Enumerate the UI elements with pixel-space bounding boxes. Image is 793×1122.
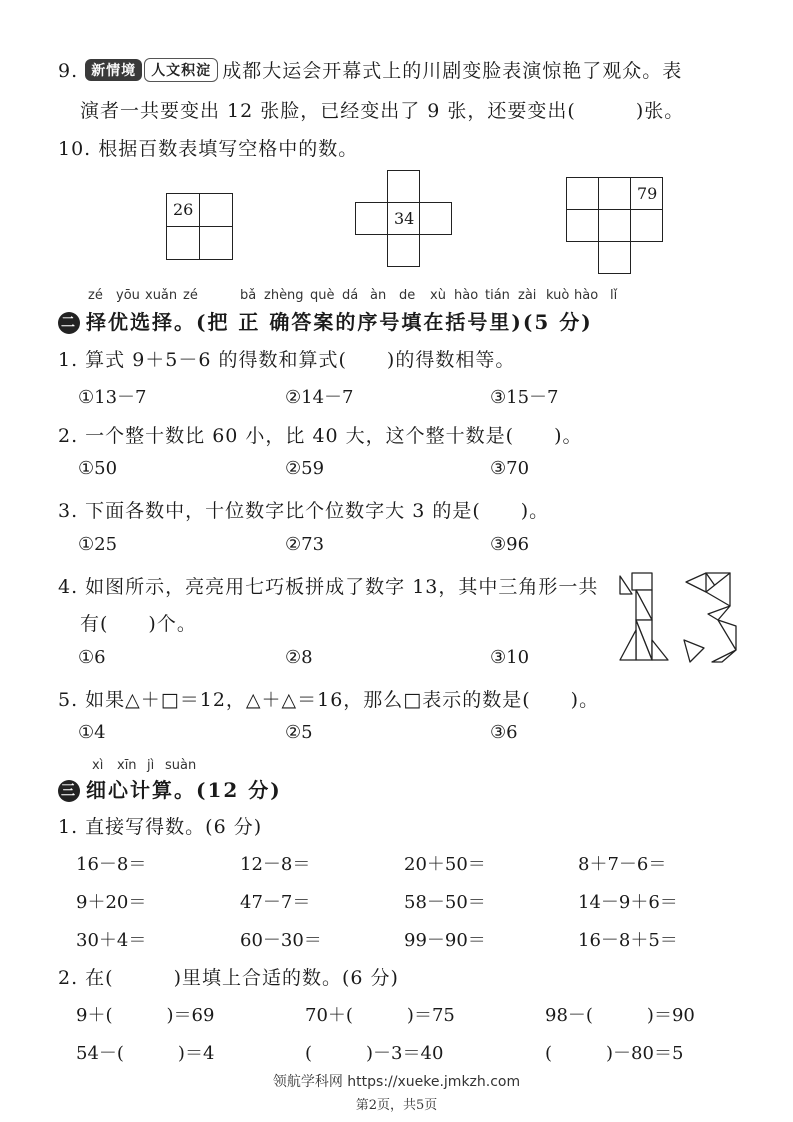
- pinyin: xīn: [117, 758, 137, 773]
- section2-title: 择优选择。(把 正 确答案的序号填在括号里)(5 分): [86, 310, 593, 334]
- grid1-cell[interactable]: [166, 226, 200, 260]
- pinyin: yōu: [116, 288, 140, 303]
- calc-item[interactable]: 8＋7－6＝: [578, 854, 667, 875]
- fill-blank-item[interactable]: ( )－3＝40: [305, 1043, 444, 1064]
- grid3-cell[interactable]: [630, 209, 663, 242]
- s2-q2-option-b[interactable]: ②59: [285, 458, 325, 479]
- tangram-piece: [684, 640, 704, 662]
- s2-q3-option-b[interactable]: ②73: [285, 534, 325, 555]
- section2-heading: [58, 306, 593, 335]
- s3-part1-title: 1. 直接写得数。(6 分): [58, 816, 263, 838]
- pinyin: zài: [518, 288, 537, 303]
- s2-q2-option-a[interactable]: ①50: [78, 458, 118, 479]
- badge-new-context: 新情境: [85, 59, 142, 81]
- grid1-cell[interactable]: [199, 193, 233, 227]
- calc-item[interactable]: 20＋50＝: [404, 854, 486, 875]
- tangram-piece: [708, 606, 730, 620]
- calc-item[interactable]: 12－8＝: [240, 854, 311, 875]
- pinyin: què: [310, 288, 335, 303]
- pinyin: tián: [485, 288, 510, 303]
- s2-q3-option-c[interactable]: ③96: [490, 534, 530, 555]
- tangram-13-figure: [612, 570, 742, 666]
- pinyin: de: [399, 288, 416, 303]
- s3-part2-title: 2. 在( )里填上合适的数。(6 分): [58, 967, 399, 989]
- calc-item[interactable]: 14－9＋6＝: [578, 892, 678, 913]
- grid2-cell[interactable]: [355, 202, 388, 235]
- s2-q4-text: 4. 如图所示，亮亮用七巧板拼成了数字 13，其中三角形一共: [58, 576, 599, 598]
- pinyin: hào: [454, 288, 479, 303]
- grid3-cell-value: [630, 177, 663, 210]
- tangram-piece: [712, 650, 736, 662]
- pinyin: suàn: [165, 758, 197, 773]
- pinyin: zé: [183, 288, 198, 303]
- s2-q3-text: 3. 下面各数中，十位数字比个位数字大 3 的是( )。: [58, 500, 550, 522]
- grid2-cell-value: [387, 202, 420, 235]
- tangram-piece: [620, 576, 632, 594]
- s2-q2-text: 2. 一个整十数比 60 小，比 40 大，这个整十数是( )。: [58, 425, 583, 447]
- pinyin: xù: [430, 288, 446, 303]
- pinyin: lǐ: [610, 288, 618, 303]
- s2-q5-text: 5. 如果△＋□＝12，△＋△＝16，那么□表示的数是( )。: [58, 689, 600, 711]
- tangram-piece: [632, 573, 652, 590]
- grid2-cell[interactable]: [387, 234, 420, 267]
- pinyin: àn: [370, 288, 387, 303]
- s2-q4-option-c[interactable]: ③10: [490, 647, 530, 668]
- s2-q1-option-c[interactable]: ③15－7: [490, 387, 559, 408]
- q9-line1: [58, 56, 682, 83]
- tangram-piece: [620, 630, 636, 660]
- grid3-cell[interactable]: [598, 177, 631, 210]
- tangram-piece: [718, 620, 736, 650]
- calc-item[interactable]: 9＋20＝: [76, 892, 147, 913]
- s2-q4-text-line2: 有( )个。: [80, 613, 197, 635]
- grid2-cell[interactable]: [387, 170, 420, 203]
- calc-item[interactable]: 47－7＝: [240, 892, 311, 913]
- calc-item[interactable]: 16－8＋5＝: [578, 930, 678, 951]
- pinyin: zhèng: [264, 288, 304, 303]
- pinyin: xuǎn: [145, 288, 178, 303]
- s2-q2-option-c[interactable]: ③70: [490, 458, 530, 479]
- tangram-piece: [652, 640, 668, 660]
- pinyin: hào: [574, 288, 599, 303]
- grid3-number: 79: [637, 184, 658, 203]
- section3-heading: [58, 774, 282, 803]
- grid2-cell[interactable]: [419, 202, 452, 235]
- s2-q4-option-b[interactable]: ②8: [285, 647, 313, 668]
- pinyin: xì: [92, 758, 104, 773]
- grid1-number: 26: [173, 200, 194, 219]
- fill-blank-item[interactable]: 70＋( )＝75: [305, 1005, 455, 1026]
- section2-icon: 二: [58, 312, 80, 334]
- s2-q3-option-a[interactable]: ①25: [78, 534, 118, 555]
- s2-q5-option-a[interactable]: ①4: [78, 722, 106, 743]
- q9-text-line2: 演者一共要变出 12 张脸，已经变出了 9 张，还要变出( )张。: [80, 100, 685, 122]
- q9-text-line1: 成都大运会开幕式上的川剧变脸表演惊艳了观众。表: [222, 60, 683, 82]
- grid2-number: 34: [394, 209, 415, 228]
- s2-q4-option-a[interactable]: ①6: [78, 647, 106, 668]
- pinyin: bǎ: [240, 288, 257, 303]
- s2-q5-option-b[interactable]: ②5: [285, 722, 313, 743]
- watermark-text: 领航学科网 https://xueke.jmkzh.com: [272, 1074, 521, 1090]
- q10-text: 10. 根据百数表填写空格中的数。: [58, 138, 359, 160]
- grid3-cell[interactable]: [598, 209, 631, 242]
- tangram-piece: [686, 573, 706, 592]
- calc-item[interactable]: 30＋4＝: [76, 930, 147, 951]
- section3-title: 细心计算。(12 分): [86, 778, 282, 802]
- fill-blank-item[interactable]: 54－( )＝4: [76, 1043, 215, 1064]
- q9-number: 9.: [58, 60, 79, 82]
- s2-q1-option-a[interactable]: ①13－7: [78, 387, 147, 408]
- grid3-cell[interactable]: [598, 241, 631, 274]
- grid1-cell-value: [166, 193, 200, 227]
- pinyin: dá: [342, 288, 359, 303]
- grid3-cell[interactable]: [566, 209, 599, 242]
- fill-blank-item[interactable]: 9＋( )＝69: [76, 1005, 215, 1026]
- calc-item[interactable]: 16－8＝: [76, 854, 147, 875]
- section3-icon: 三: [58, 780, 80, 802]
- calc-item[interactable]: 99－90＝: [404, 930, 486, 951]
- pinyin: kuò: [546, 288, 570, 303]
- calc-item[interactable]: 58－50＝: [404, 892, 486, 913]
- calc-item[interactable]: 60－30＝: [240, 930, 322, 951]
- badge-humanities: 人文积淀: [144, 58, 218, 82]
- page-number: 第2页，共5页: [355, 1098, 438, 1113]
- fill-blank-item[interactable]: ( )－80＝5: [545, 1043, 684, 1064]
- s2-q1-option-b[interactable]: ②14－7: [285, 387, 354, 408]
- s2-q1-text: 1. 算式 9＋5－6 的得数和算式( )的得数相等。: [58, 349, 516, 371]
- grid1-cell[interactable]: [199, 226, 233, 260]
- s2-q5-option-c[interactable]: ③6: [490, 722, 518, 743]
- fill-blank-item[interactable]: 98－( )＝90: [545, 1005, 695, 1026]
- grid3-cell[interactable]: [566, 177, 599, 210]
- pinyin: jì: [147, 758, 155, 773]
- pinyin: zé: [88, 288, 103, 303]
